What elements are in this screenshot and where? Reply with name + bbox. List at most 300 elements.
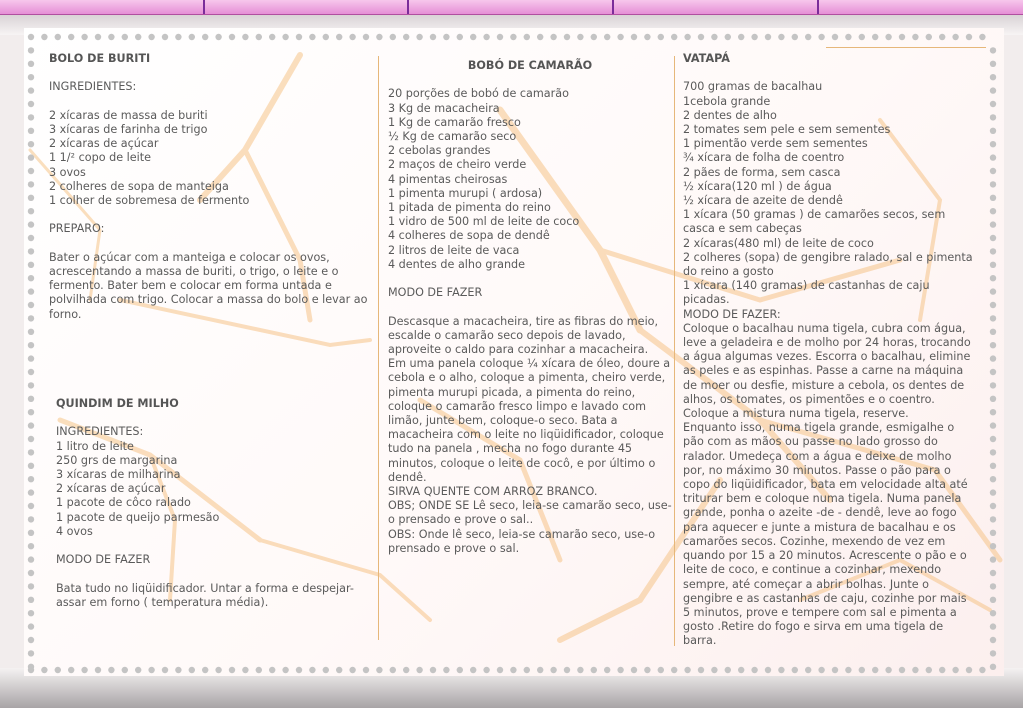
ingredient-line: 1 pitada de pimenta do reino	[388, 201, 551, 215]
border-dot	[457, 667, 463, 673]
border-dot	[990, 623, 996, 629]
recipe-bolo-buriti	[49, 52, 374, 322]
border-dot	[990, 47, 996, 53]
border-dot	[28, 181, 34, 187]
border-dot	[363, 34, 369, 40]
border-dot	[725, 34, 731, 40]
border-dot	[28, 610, 34, 616]
border-dot	[872, 34, 878, 40]
border-dot	[899, 34, 905, 40]
method-paragraph: OBS: Onde lê seco, leia-se camarão seco, use-o prensado e prove o sal.	[388, 527, 656, 555]
border-dot	[483, 34, 489, 40]
border-dot	[403, 667, 409, 673]
column-divider-2	[674, 56, 675, 646]
border-dot	[497, 667, 503, 673]
border-dot	[403, 34, 409, 40]
border-dot	[376, 34, 382, 40]
border-dot	[990, 396, 996, 402]
ingredients-heading: INGREDIENTES:	[56, 425, 144, 439]
border-dot	[990, 154, 996, 160]
border-dot	[990, 262, 996, 268]
border-dot	[28, 302, 34, 308]
ingredient-line: 1 xícara (50 gramas ) de camarões secos, sem casca e sem cabeças	[683, 208, 946, 236]
border-dot	[711, 34, 717, 40]
border-dot	[832, 667, 838, 673]
border-dot	[990, 530, 996, 536]
method-paragraph: Em uma panela coloque ¼ xícara de óleo, doure a cebola e o alho, coloque a pimenta, cheiro verde, pimenta murupi picada, a pimenta do reino, coloque o camarão fresco limpo e lavado com limão, junte bem, coloque-o seco. Bata a macacheira com o leite no liqüidificador, coloque tudo na panela , mecha no fogo durante 45 minutos, coloque o leite de cocô, e por último o dendê.	[388, 357, 671, 484]
ingredient-line: 1 pacote de queijo parmesão	[56, 510, 220, 524]
border-dot	[510, 667, 516, 673]
border-dot	[990, 114, 996, 120]
ingredient-line: 2 colheres de sopa de manteiga	[49, 179, 229, 193]
border-dot	[443, 34, 449, 40]
ingredient-line: 2 litros de leite de vaca	[388, 243, 520, 257]
border-dot	[135, 667, 141, 673]
border-dot	[990, 449, 996, 455]
border-dot	[990, 208, 996, 214]
border-dot	[28, 409, 34, 415]
border-dot	[990, 436, 996, 442]
method-text: Bata tudo no liqüidificador. Untar a forma e despejar- assar em forno ( temperatura média).	[56, 581, 354, 609]
recipe-title: QUINDIM DE MILHO	[56, 397, 179, 410]
ingredient-line: 1 pimentão verde sem sementes	[683, 137, 868, 151]
border-dot	[990, 422, 996, 428]
border-dot	[108, 34, 114, 40]
border-dot	[390, 34, 396, 40]
border-dot	[604, 34, 610, 40]
border-dot	[28, 329, 34, 335]
recipe-title: BOBÓ DE CAMARÃO	[467, 59, 593, 72]
border-dot	[979, 667, 985, 673]
border-dot	[28, 543, 34, 549]
border-dot	[966, 667, 972, 673]
ingredient-line: 1 xícara (140 gramas) de castanhas de caju picadas.	[683, 279, 930, 307]
ingredient-line: 700 gramas de bacalhau	[683, 80, 823, 94]
border-dot	[376, 667, 382, 673]
ingredient-line: 1 colher de sobremesa de fermento	[49, 194, 250, 207]
border-dot	[845, 34, 851, 40]
border-dot	[28, 583, 34, 589]
border-dot	[28, 262, 34, 268]
border-dot	[577, 34, 583, 40]
border-dot	[952, 34, 958, 40]
border-dot	[990, 275, 996, 281]
border-dot	[738, 34, 744, 40]
border-dot	[990, 664, 996, 670]
border-dot	[189, 34, 195, 40]
border-dot	[256, 667, 262, 673]
border-dot	[725, 667, 731, 673]
border-dot	[416, 667, 422, 673]
border-dot	[81, 667, 87, 673]
border-dot	[698, 667, 704, 673]
border-dot	[390, 667, 396, 673]
border-dot	[818, 667, 824, 673]
border-dot	[990, 248, 996, 254]
recipe-title: VATAPÁ	[683, 52, 730, 65]
border-dot	[41, 667, 47, 673]
border-dot	[805, 667, 811, 673]
border-dot	[818, 34, 824, 40]
border-dot	[443, 667, 449, 673]
border-dot	[28, 556, 34, 562]
border-dot	[55, 34, 61, 40]
border-dot	[990, 101, 996, 107]
border-dot	[363, 667, 369, 673]
border-dot	[524, 34, 530, 40]
border-dot	[282, 34, 288, 40]
border-dot	[778, 34, 784, 40]
border-dot	[242, 34, 248, 40]
border-dot	[684, 667, 690, 673]
border-dot	[28, 288, 34, 294]
border-dot	[990, 543, 996, 549]
ingredient-line: 1cebola grande	[683, 94, 771, 108]
border-dot	[990, 503, 996, 509]
border-dot	[28, 195, 34, 201]
border-dot	[711, 667, 717, 673]
border-dot	[28, 114, 34, 120]
border-dot	[658, 667, 664, 673]
border-dot	[792, 667, 798, 673]
border-dot	[966, 34, 972, 40]
border-dot	[765, 667, 771, 673]
border-dot	[28, 570, 34, 576]
border-dot	[990, 570, 996, 576]
border-dot	[604, 667, 610, 673]
border-dot	[644, 667, 650, 673]
border-dot	[28, 436, 34, 442]
ingredient-line: 1 Kg de camarão fresco	[388, 115, 521, 129]
border-dot	[939, 667, 945, 673]
border-dot	[41, 34, 47, 40]
border-dot	[28, 168, 34, 174]
border-dot	[68, 667, 74, 673]
ingredient-line: 250 grs de margarina	[56, 453, 178, 467]
border-dot	[912, 34, 918, 40]
border-dot	[28, 87, 34, 93]
border-dot	[765, 34, 771, 40]
ingredient-line: 2 pães de forma, sem casca	[683, 165, 841, 179]
border-dot	[644, 34, 650, 40]
border-dot	[591, 34, 597, 40]
border-dot	[28, 530, 34, 536]
border-dot	[990, 235, 996, 241]
border-dot	[175, 667, 181, 673]
border-dot	[979, 34, 985, 40]
border-dot	[296, 667, 302, 673]
border-dot	[990, 355, 996, 361]
border-dot	[990, 409, 996, 415]
ingredient-line: 3 ovos	[49, 165, 86, 179]
border-dot	[148, 34, 154, 40]
border-dot	[990, 141, 996, 147]
border-dot	[28, 128, 34, 134]
border-dot	[108, 667, 114, 673]
border-dot	[885, 34, 891, 40]
border-dot	[28, 664, 34, 670]
border-dot	[990, 342, 996, 348]
border-dot	[336, 34, 342, 40]
ingredient-line: 2 xícaras de açúcar	[56, 482, 166, 496]
border-dot	[497, 34, 503, 40]
border-dot	[28, 34, 34, 40]
border-dot	[457, 34, 463, 40]
border-dot	[323, 34, 329, 40]
border-dot	[28, 208, 34, 214]
border-dot	[778, 667, 784, 673]
border-dot	[990, 516, 996, 522]
border-dot	[537, 667, 543, 673]
ingredient-line: 4 dentes de alho grande	[388, 257, 526, 271]
method-heading: PREPARO:	[49, 222, 105, 236]
ingredient-line: ½ xícara de azeite de dendê	[683, 194, 843, 208]
border-dot	[28, 489, 34, 495]
border-dot	[28, 650, 34, 656]
border-dot	[68, 34, 74, 40]
border-dot	[990, 597, 996, 603]
ingredient-line: 1 pimenta murupi ( ardosa)	[388, 186, 543, 200]
border-dot	[470, 667, 476, 673]
border-dot	[845, 667, 851, 673]
border-dot	[990, 288, 996, 294]
border-dot	[990, 61, 996, 67]
border-dot	[323, 667, 329, 673]
border-dot	[256, 34, 262, 40]
border-dot	[28, 248, 34, 254]
border-dot	[336, 667, 342, 673]
border-dot	[990, 195, 996, 201]
border-dot	[926, 34, 932, 40]
border-dot	[135, 34, 141, 40]
recipe-bobo-camarao	[388, 59, 672, 556]
border-dot	[430, 34, 436, 40]
ingredient-line: 3 xícaras de milharina	[56, 468, 181, 481]
border-dot	[899, 667, 905, 673]
border-dot	[550, 34, 556, 40]
border-dot	[28, 597, 34, 603]
method-paragraph: OBS; ONDE SE Lê seco, leia-se camarão seco, use-o prensado e prove o sal..	[388, 499, 672, 527]
border-dot	[805, 34, 811, 40]
border-dot	[309, 34, 315, 40]
border-dot	[564, 667, 570, 673]
border-dot	[28, 101, 34, 107]
border-dot	[215, 667, 221, 673]
ingredient-line: 1 vidro de 500 ml de leite de coco	[388, 215, 580, 229]
border-dot	[990, 315, 996, 321]
recipe-title: BOLO DE BURITI	[49, 52, 151, 65]
ingredient-line: 2 xícaras(480 ml) de leite de coco	[683, 236, 874, 250]
method-paragraph: Coloque o bacalhau numa tigela, cubra com água, leve a geladeira e de molho por 24 horas, trocando a água algumas vezes. Escorra o bacalhau, elimine as peles e as espinhas. Passe a carne na máquina de moer ou desfie, misture a cebola, os dentes de alhos, os tomates, os pimentões e o coentro. Coloque a mistura numa tigela, reserve.	[683, 321, 971, 421]
border-dot	[483, 667, 489, 673]
border-dot	[738, 667, 744, 673]
border-dot	[631, 34, 637, 40]
border-dot	[510, 34, 516, 40]
border-dot	[430, 667, 436, 673]
border-dot	[577, 667, 583, 673]
ingredient-line: 3 Kg de macacheira	[388, 101, 500, 115]
border-dot	[631, 667, 637, 673]
ingredient-line: 2 tomates sem pele e sem sementes	[683, 123, 891, 136]
ingredient-line: 4 colheres de sopa de dendê	[388, 229, 550, 243]
ingredient-line: 2 dentes de alho	[683, 108, 777, 122]
ingredient-line: 4 ovos	[56, 524, 93, 538]
border-dot	[28, 154, 34, 160]
border-dot	[671, 34, 677, 40]
border-dot	[282, 667, 288, 673]
border-dot	[658, 34, 664, 40]
border-dot	[162, 34, 168, 40]
ingredient-line: 2 xícaras de massa de buriti	[49, 108, 208, 122]
border-dot	[698, 34, 704, 40]
border-dot	[28, 315, 34, 321]
border-dot	[28, 396, 34, 402]
ingredient-line: 1 1/² copo de leite	[49, 151, 152, 165]
border-dot	[990, 128, 996, 134]
border-dot	[229, 667, 235, 673]
ingredient-line: 1 litro de leite	[56, 439, 134, 453]
border-dot	[990, 382, 996, 388]
border-dot	[28, 463, 34, 469]
ingredient-line: 3 xícaras de farinha de trigo	[49, 122, 208, 136]
border-dot	[990, 369, 996, 375]
column-divider-1	[378, 56, 379, 640]
method-heading: MODO DE FAZER	[56, 553, 151, 567]
border-dot	[148, 667, 154, 673]
border-dot	[269, 34, 275, 40]
border-dot	[751, 34, 757, 40]
border-dot	[617, 667, 623, 673]
border-dot	[550, 667, 556, 673]
border-dot	[122, 34, 128, 40]
border-dot	[28, 449, 34, 455]
recipe-quindim-milho	[56, 397, 374, 610]
border-dot	[990, 74, 996, 80]
border-dot	[28, 74, 34, 80]
recipe-vatapa	[683, 52, 973, 649]
border-dot	[832, 34, 838, 40]
border-dot	[28, 623, 34, 629]
ingredient-line: 20 porções de bobó de camarão	[388, 87, 569, 101]
border-dot	[872, 667, 878, 673]
border-dot	[537, 34, 543, 40]
border-dot	[470, 34, 476, 40]
border-dot	[671, 667, 677, 673]
method-heading: MODO DE FAZER	[388, 286, 483, 300]
ingredient-line: 2 colheres (sopa) de gengibre ralado, sal e pimenta do reino a gosto	[683, 250, 973, 279]
ingredient-line: 2 maços de cheiro verde	[388, 158, 527, 172]
border-dot	[751, 667, 757, 673]
border-dot	[684, 34, 690, 40]
border-dot	[229, 34, 235, 40]
border-dot	[95, 34, 101, 40]
border-dot	[349, 34, 355, 40]
border-dot	[990, 302, 996, 308]
method-text: Bater o açúcar com a manteiga e colocar os ovos, acrescentando a massa de buriti, o trigo, o leite e o fermento. Bater bem e colocar em forma untada e polvilhada com trigo. Colocar a massa do bolo e levar ao forno.	[49, 250, 368, 321]
border-dot	[926, 667, 932, 673]
border-dot	[939, 34, 945, 40]
border-dot	[912, 667, 918, 673]
border-dot	[269, 667, 275, 673]
border-dot	[28, 342, 34, 348]
border-dot	[990, 489, 996, 495]
border-dot	[28, 221, 34, 227]
border-dot	[55, 667, 61, 673]
border-dot	[202, 667, 208, 673]
border-dot	[28, 637, 34, 643]
ingredient-line: 4 pimentas cheirosas	[388, 172, 508, 186]
border-dot	[28, 382, 34, 388]
border-dot	[242, 667, 248, 673]
border-dot	[617, 34, 623, 40]
border-dot	[990, 637, 996, 643]
border-dot	[990, 87, 996, 93]
border-dot	[95, 667, 101, 673]
border-dot	[990, 476, 996, 482]
border-dot	[990, 168, 996, 174]
border-dot	[309, 667, 315, 673]
border-dot	[28, 369, 34, 375]
method-heading: MODO DE FAZER:	[683, 307, 781, 321]
border-dot	[28, 422, 34, 428]
border-dot	[28, 355, 34, 361]
method-paragraph: SIRVA QUENTE COM ARROZ BRANCO.	[388, 485, 598, 499]
border-dot	[202, 34, 208, 40]
border-dot	[122, 667, 128, 673]
border-dot	[990, 329, 996, 335]
border-dot	[28, 47, 34, 53]
border-dot	[952, 667, 958, 673]
border-dot	[28, 141, 34, 147]
border-dot	[28, 61, 34, 67]
border-dot	[564, 34, 570, 40]
method-paragraph: Descasque a macacheira, tire as fibras do meio, escalde o camarão seco depois de lavado, aproveite o caldo para cozinhar a macacheira.	[388, 314, 659, 357]
border-dot	[296, 34, 302, 40]
border-dot	[28, 235, 34, 241]
border-dot	[859, 34, 865, 40]
border-dot	[81, 34, 87, 40]
border-dot	[349, 667, 355, 673]
border-dot	[162, 667, 168, 673]
ingredient-line: 2 cebolas grandes	[388, 144, 491, 158]
ingredients-heading: INGREDIENTES:	[49, 80, 137, 94]
border-dot	[990, 181, 996, 187]
ingredient-line: ¾ xícara de folha de coentro	[683, 151, 845, 165]
method-paragraph: Enquanto isso, numa tigela grande, esmigalhe o pão com as mãos ou passe no lado grosso do ralador. Umedeça com a água e deixe de molho por, no máximo 30 minutos. Passe o pão para o copo do liqüidificador, bata em velocidade alta até triturar bem e coloque numa tigela. Numa panela grande, ponha o azeite -de - dendê, leve ao fogo para aquecer e junte a mistura de bacalhau e os camarões secos. Cozinhe, mexendo de vez em quando por 15 a 20 minutos. Acrescente o pão e o leite de coco, e continue a cozinhar, mexendo sempre, até começar a abrir bolhas. Junte o gengibre e as castanhas de caju, cozinhe por mais 5 minutos, prove e tempere com sal e pimenta a gosto .Retire do fogo e sirva em uma tigela de barra.	[683, 421, 968, 648]
border-dot	[859, 667, 865, 673]
border-dot	[28, 503, 34, 509]
border-dot	[189, 667, 195, 673]
ingredient-line: 1 pacote de côco ralado	[56, 496, 191, 510]
border-dot	[416, 34, 422, 40]
ingredient-line: ½ Kg de camarão seco	[388, 130, 517, 143]
border-dot	[175, 34, 181, 40]
top-right-rule	[826, 47, 986, 48]
border-dot	[215, 34, 221, 40]
border-dot	[591, 667, 597, 673]
border-dot	[990, 556, 996, 562]
border-dot	[990, 610, 996, 616]
border-dot	[990, 650, 996, 656]
border-dot	[524, 667, 530, 673]
border-dot	[885, 667, 891, 673]
border-dot	[990, 221, 996, 227]
border-dot	[28, 476, 34, 482]
border-dot	[28, 275, 34, 281]
border-dot	[792, 34, 798, 40]
border-dot	[990, 583, 996, 589]
ingredient-line: 2 xícaras de açúcar	[49, 137, 159, 151]
